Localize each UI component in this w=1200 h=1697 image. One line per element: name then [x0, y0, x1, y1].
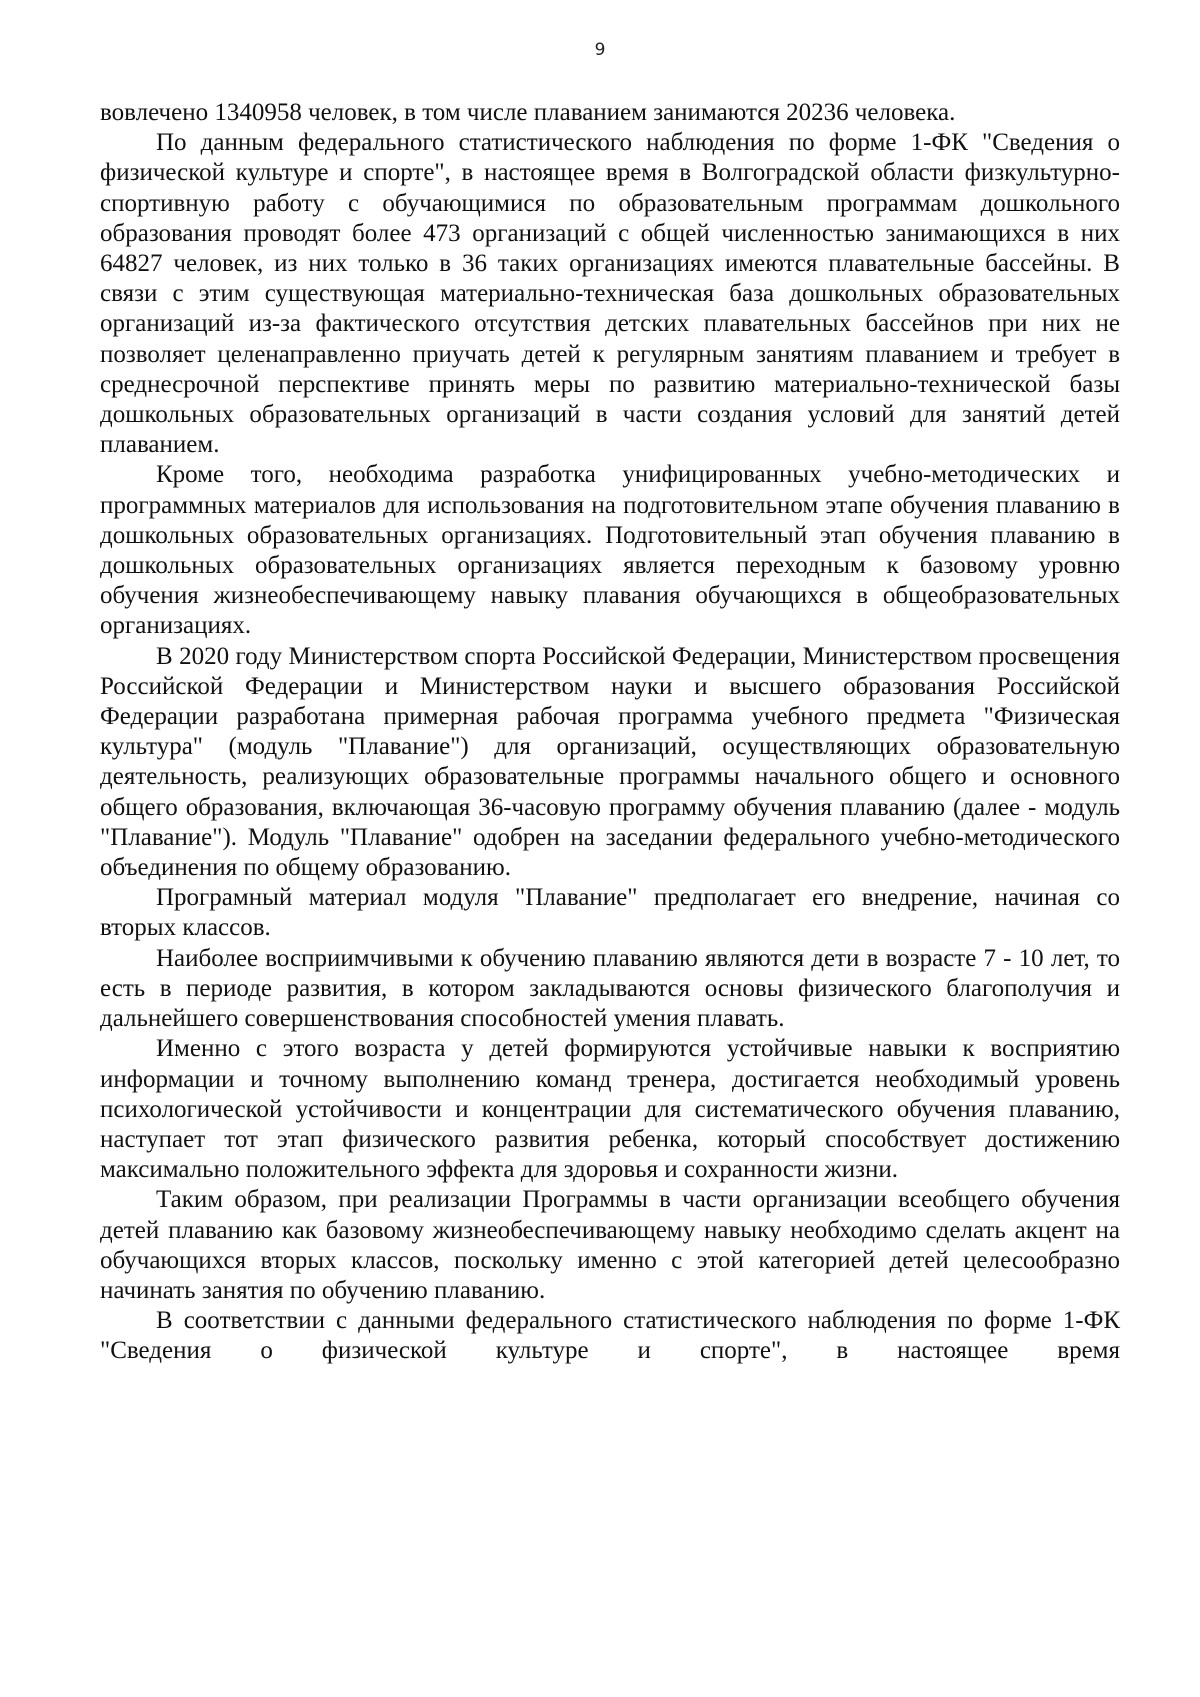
paragraph-module-implementation: Програмный материал модуля "Плавание" предполагает его внедрение, начиная со вторых классов. — [100, 884, 1120, 942]
paragraph-age-receptiveness: Наиболее восприимчивыми к обучению плаванию являются дети в возрасте 7 - 10 лет, то есть в периоде развития, в котором закладываются основы физического благополучия и дальнейшего совершенствования способностей умения плавать. — [100, 944, 1120, 1033]
document-body — [100, 98, 1120, 1367]
paragraph-skills-formation: Именно с этого возраста у детей формируются устойчивые навыки к восприятию информации и точному выполнению команд тренера, достигается необходимый уровень психологической устойчивости и концентрации для систематического обучения плаванию, наступает тот этап физического развития ребенка, который способствует достижению максимально положительного эффекта для здоровья и сохранности жизни. — [100, 1035, 1120, 1184]
paragraph-statistics-preschool: По данным федерального статистического наблюдения по форме 1-ФК "Сведения о физической культуре и спорте", в настоящее время в Волгоградской области физкультурно-спортивную работу с обучающимися по образовательным программам дошкольного образования проводят более 473 организаций с общей численностью занимающихся в них 64827 человек, из них только в 36 таких организациях имеются плавательные бассейны. В связи с этим существующая материально-техническая база дошкольных образовательных организаций из-за фактического отсутствия детских плавательных бассейнов при них не позволяет целенаправленно приучать детей к регулярным занятиям плаванием и требует в среднесрочной перспективе принять меры по развитию материально-технической базы дошкольных образовательных организаций в части создания условий для занятий детей плаванием. — [100, 129, 1120, 459]
paragraph-statistics-continued: В соответствии с данными федерального статистического наблюдения по форме 1-ФК "Сведения о физической культуре и спорте", в настоящее время — [100, 1307, 1120, 1365]
paragraph-second-grade-focus: Таким образом, при реализации Программы в части организации всеобщего обучения детей плаванию как базовому жизнеобеспечивающему навыку необходимо сделать акцент на обучающихся вторых классов, поскольку именно с этой категорией детей целесообразно начинать занятия по обучению плаванию. — [100, 1186, 1120, 1304]
page-number: 9 — [594, 40, 606, 60]
paragraph-swimming-module-2020: В 2020 году Министерством спорта Российской Федерации, Министерством просвещения Российской Федерации и Министерством науки и высшего образования Российской Федерации разработана примерная рабочая программа учебного предмета "Физическая культура" (модуль "Плавание") для организаций, осуществляющих образовательную деятельность, реализующих образовательные программы начального общего и основного общего образования, включающая 36-часовую программу обучения плаванию (далее - модуль "Плавание"). Модуль "Плавание" одобрен на заседании федерального учебно-методического объединения по общему образованию. — [100, 642, 1120, 882]
paragraph-methodical-materials: Кроме того, необходима разработка унифицированных учебно-методических и программных материалов для использования на подготовительном этапе обучения плаванию в дошкольных образовательных организациях. Подготовительный этап обучения плаванию в дошкольных образовательных организациях является переходным к базовому уровню обучения жизнеобеспечивающему навыку плавания обучающихся в общеобразовательных организациях. — [100, 461, 1120, 640]
paragraph-continuation: вовлечено 1340958 человек, в том числе плаванием занимаются 20236 человека. — [100, 99, 956, 126]
